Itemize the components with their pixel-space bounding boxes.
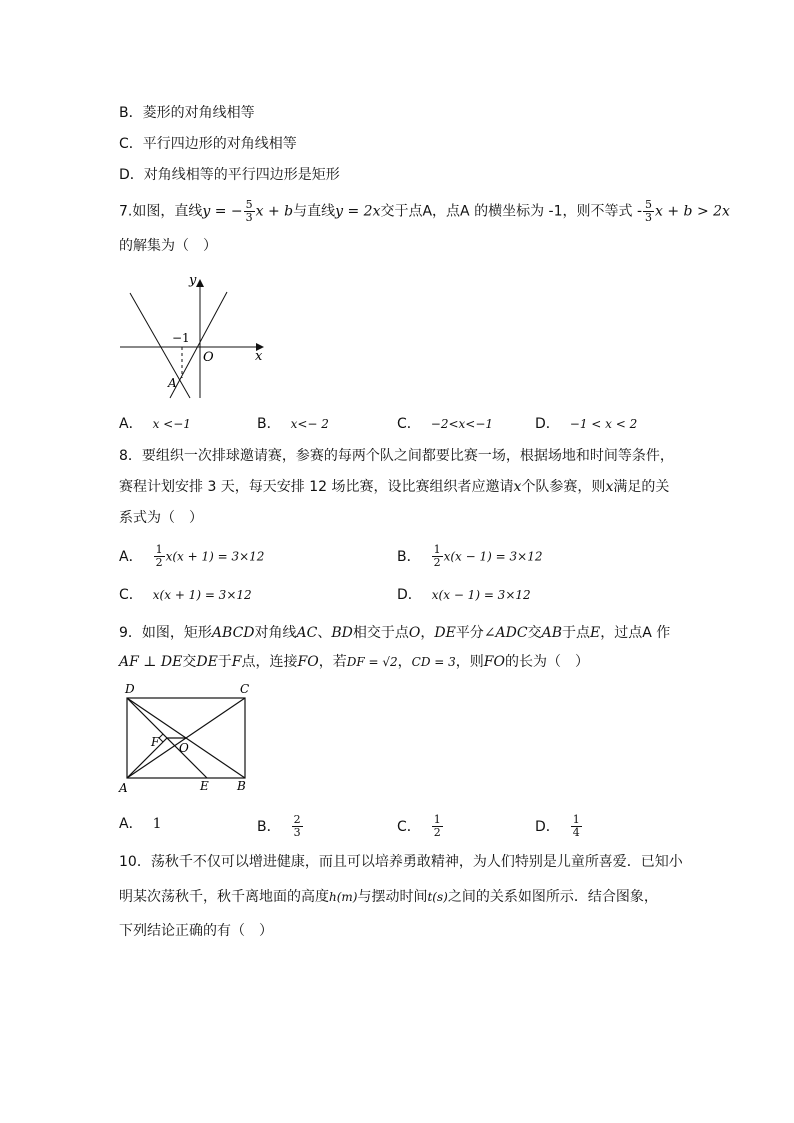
option-d-prev: D．对角线相等的平行四边形是矩形 [119,167,340,183]
q8-stem-line1: 8．要组织一次排球邀请赛，参赛的每两个队之间都要比赛一场，根据场地和时间等条件， [119,448,674,464]
q8-stem-line2: 赛程计划安排 3 天，每天安排 12 场比赛，设比赛组织者应邀请x个队参赛，则x满足的关 [119,479,670,495]
y-axis-label: y [189,273,197,288]
label-e: E [200,779,209,793]
q7-frac-line1: $\frac{5}{3}$ [245,198,253,224]
q9-option-b: B． $\frac{2}{3}$ [257,813,301,839]
q7-frac-ineq: $\frac{5}{3}$ [645,198,652,224]
q7-option-c: C． −2<x<−1 [397,416,494,432]
q7-option-a: A． x <−1 [119,416,191,432]
label-c: C [240,682,250,696]
option-c-prev: C．平行四边形的对角线相等 [119,136,297,152]
x-axis-label: x [255,349,263,364]
q8-option-c: C． x(x + 1) = 3×12 [119,587,252,603]
label-d: D [125,682,135,696]
label-b: B [237,779,246,793]
label-a: A [119,781,128,795]
q10-stem-line3: 下列结论正确的有（ ） [119,923,273,939]
q8-option-a: A． $\frac{1}{2}$ x(x + 1) = 3×12 [119,543,265,569]
line-y-neg5-3x-b [130,293,190,398]
q9-option-d: D． $\frac{1}{4}$ [535,813,580,839]
q7-option-d: D． −1 < x < 2 [535,416,638,432]
q9-figure [115,680,265,798]
origin-label: O [203,350,214,365]
line-y-2x [170,292,227,398]
q9-option-c: C． $\frac{1}{2}$ [397,813,441,839]
q7-option-b: B． x<− 2 [257,416,329,432]
q9-stem-line2: AF ⊥ DE交DE于F点，连接FO，若DF = √2，CD = 3，则FO的长为（ ） [119,654,589,670]
q8-option-b: B． $\frac{1}{2}$ x(x − 1) = 3×12 [397,543,543,569]
label-o: O [179,741,189,755]
right-angle-mark [159,734,163,742]
q10-stem-line1: 10．荡秋千不仅可以增进健康，而且可以培养勇敢精神，为人们特别是儿童所喜爱．已知小 [119,854,683,870]
q7-graph [115,268,275,408]
q9-stem-line1: 9．如图，矩形ABCD对角线AC、BD相交于点O，DE平分∠ADC交AB于点E，过点A 作 [119,625,671,641]
segment-af [127,738,167,778]
point-a-label: A [168,376,177,390]
q9-option-a: A． 1 [119,816,162,832]
q8-stem-line3: 系式为（ ） [119,510,203,526]
q7-stem-line2: 的解集为（ ） [119,238,217,254]
q10-stem-line2: 明某次荡秋千，秋千离地面的高度h(m)与摆动时间t(s)之间的关系如图所示．结合图象， [119,889,658,905]
label-f: F [151,735,160,749]
q7-stem-line1: 7.如图，直线y = − $\frac{5}{3}$ x + b与直线y = 2x交于点A，点A 的横坐标为 -1，则不等式 - $\frac{5}{3}$ x + b > 2x [119,198,730,224]
option-b-prev: B．菱形的对角线相等 [119,105,255,121]
q8-option-d: D． x(x − 1) = 3×12 [397,587,531,603]
tick-label-neg1: −1 [172,331,190,345]
